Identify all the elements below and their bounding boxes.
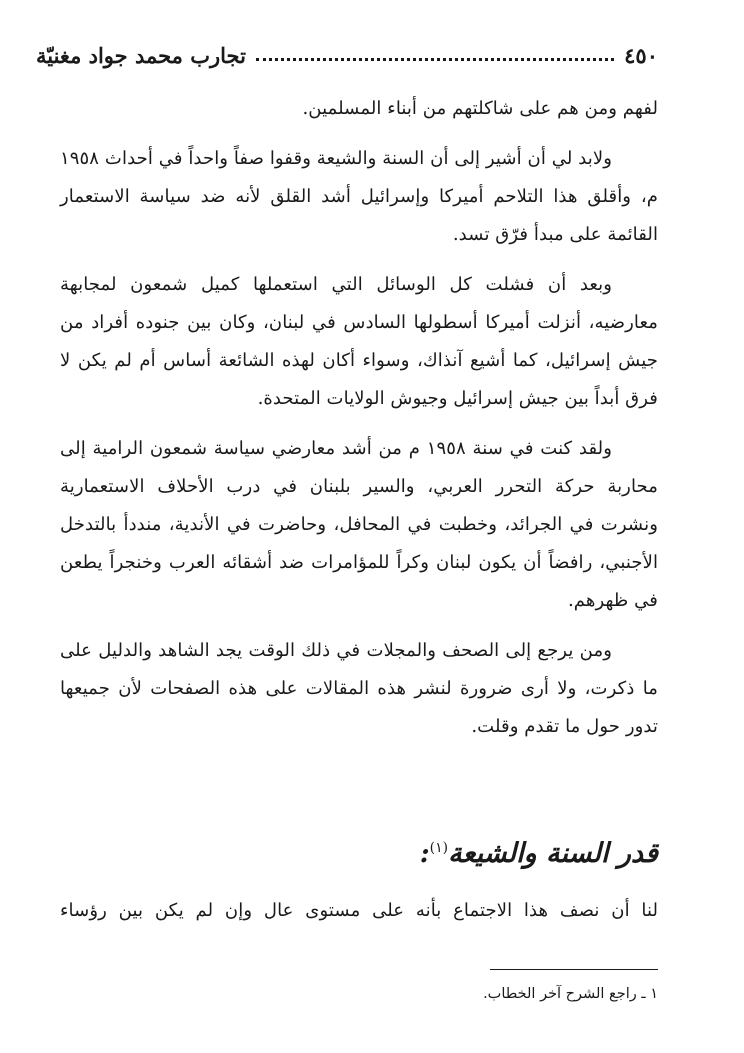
footnote-divider <box>490 969 658 970</box>
footnote <box>258 983 658 1005</box>
section-heading-colon: : <box>419 838 430 869</box>
paragraph-5: ومن يرجع إلى الصحف والمجلات في ذلك الوقت يجد الشاهد والدليل على ما ذكرت، ولا أرى ضرورة لنشر هذه المقالات على هذه الصفحات لأن جميعها تدور حول ما تقدم وقلت. <box>60 640 658 737</box>
paragraph-1: لفهم ومن هم على شاكلتهم من أبناء المسلمين. <box>302 98 658 119</box>
paragraph-3: وبعد أن فشلت كل الوسائل التي استعملها كميل شمعون لمجابهة معارضيه، أنزلت أميركا أسطولها السادس في لبنان، وكان بين جنوده أفراد من جيش إسرائيل، كما أشيع آنذاك، وسواء أكان لهذه الشائعة أساس أم لم يكن لا فرق أبداً بين جيش إسرائيل وجيوش الولايات المتحدة. <box>60 274 658 409</box>
section-heading-text: قدر السنة والشيعة <box>448 838 658 869</box>
running-header <box>36 40 658 70</box>
body-text <box>60 90 658 758</box>
book-title: تجارب محمد جواد مغنيّة <box>36 42 246 68</box>
footnote-text: ١ ـ راجع الشرح آخر الخطاب. <box>483 986 658 1002</box>
page-number: ٤٥٠ <box>624 42 658 68</box>
section-body <box>60 892 658 930</box>
section-first-line: لنا أن نصف هذا الاجتماع بأنه على مستوى عال وإن لم يكن بين رؤساء <box>60 900 658 921</box>
footnote-marker: (١) <box>429 840 449 856</box>
paragraph-2: ولابد لي أن أشير إلى أن السنة والشيعة وقفوا صفاً واحداً في أحداث ١٩٥٨ م، وأقلق هذا التلاحم أميركا وإسرائيل أشد القلق لأنه ضد سياسة الاستعمار القائمة على مبدأ فرّق تسد. <box>60 148 658 245</box>
section-heading <box>298 838 658 869</box>
paragraph-4: ولقد كنت في سنة ١٩٥٨ م من أشد معارضي سياسة شمعون الرامية إلى محاربة حركة التحرر العربي، والسير بلبنان في درب الأحلاف الاستعمارية ونشرت في الجرائد، وخطبت في المحافل، وحاضرت في الأندية، منددأ بالتدخل الأجنبي، رافضاً أن يكون لبنان وكراً للمؤامرات ضد أشقائه العرب وخنجراً يطعن في ظهرهم. <box>60 438 658 611</box>
header-leader-dots <box>256 58 614 61</box>
